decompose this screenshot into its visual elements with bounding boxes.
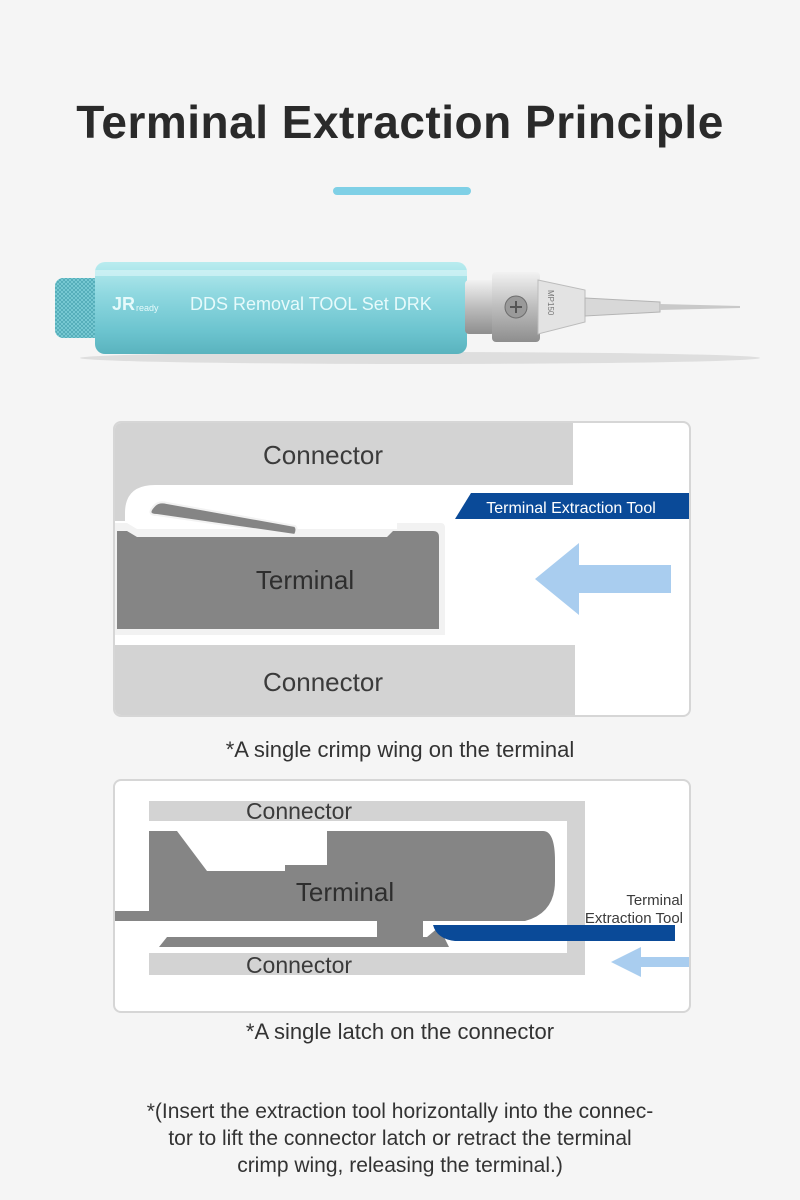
- connector-bottom-label: Connector: [263, 667, 383, 697]
- diagram1-caption: *A single crimp wing on the terminal: [225, 737, 575, 762]
- connector-top-label: Connector: [263, 440, 383, 470]
- terminal-label: Terminal: [255, 565, 355, 595]
- diagram-crimp-wing: [113, 421, 691, 717]
- tool-label-line1: Terminal: [626, 892, 683, 909]
- terminal-body: [115, 831, 555, 921]
- part-code-text: MP150: [546, 290, 555, 316]
- footnote-line-1: *(Insert the extraction tool horizontally into the connec-: [146, 1100, 654, 1123]
- tool-brand-sub-text: ready: [136, 303, 159, 313]
- extraction-blade: [660, 304, 740, 310]
- connector-top: [149, 801, 585, 821]
- terminal-label: Terminal: [295, 877, 395, 907]
- tool-label-line2: Extraction Tool: [584, 910, 683, 927]
- footnote-line-2: tor to lift the connector latch or retract the terminal: [168, 1127, 632, 1150]
- tool-collar: [465, 280, 495, 334]
- connector-bottom-label: Connector: [245, 952, 353, 978]
- tool-label-text: DDS Removal TOOL Set DRK: [190, 294, 432, 314]
- knurled-cap: [55, 278, 101, 338]
- insert-direction-arrow-icon: [535, 543, 671, 615]
- removal-tool-image: [40, 240, 760, 370]
- footnote-line-3: crimp wing, releasing the terminal.): [237, 1154, 563, 1177]
- terminal-lance: [377, 913, 423, 939]
- extraction-tool-blade: [433, 925, 675, 941]
- diagram2-caption: *A single latch on the connector: [245, 1019, 555, 1044]
- tool-label: Terminal Extraction Tool: [486, 500, 656, 517]
- page-title: Terminal Extraction Principle: [76, 96, 724, 148]
- tool-brand-text: JR: [112, 294, 136, 314]
- insert-direction-arrow-icon: [611, 947, 689, 977]
- title-underline: [333, 187, 471, 195]
- footnote: [100, 1098, 700, 1179]
- connector-bottom: [149, 953, 585, 975]
- diagram-connector-latch: [113, 779, 691, 1013]
- connector-top-label: Connector: [245, 798, 353, 824]
- blade-holder: [538, 280, 585, 334]
